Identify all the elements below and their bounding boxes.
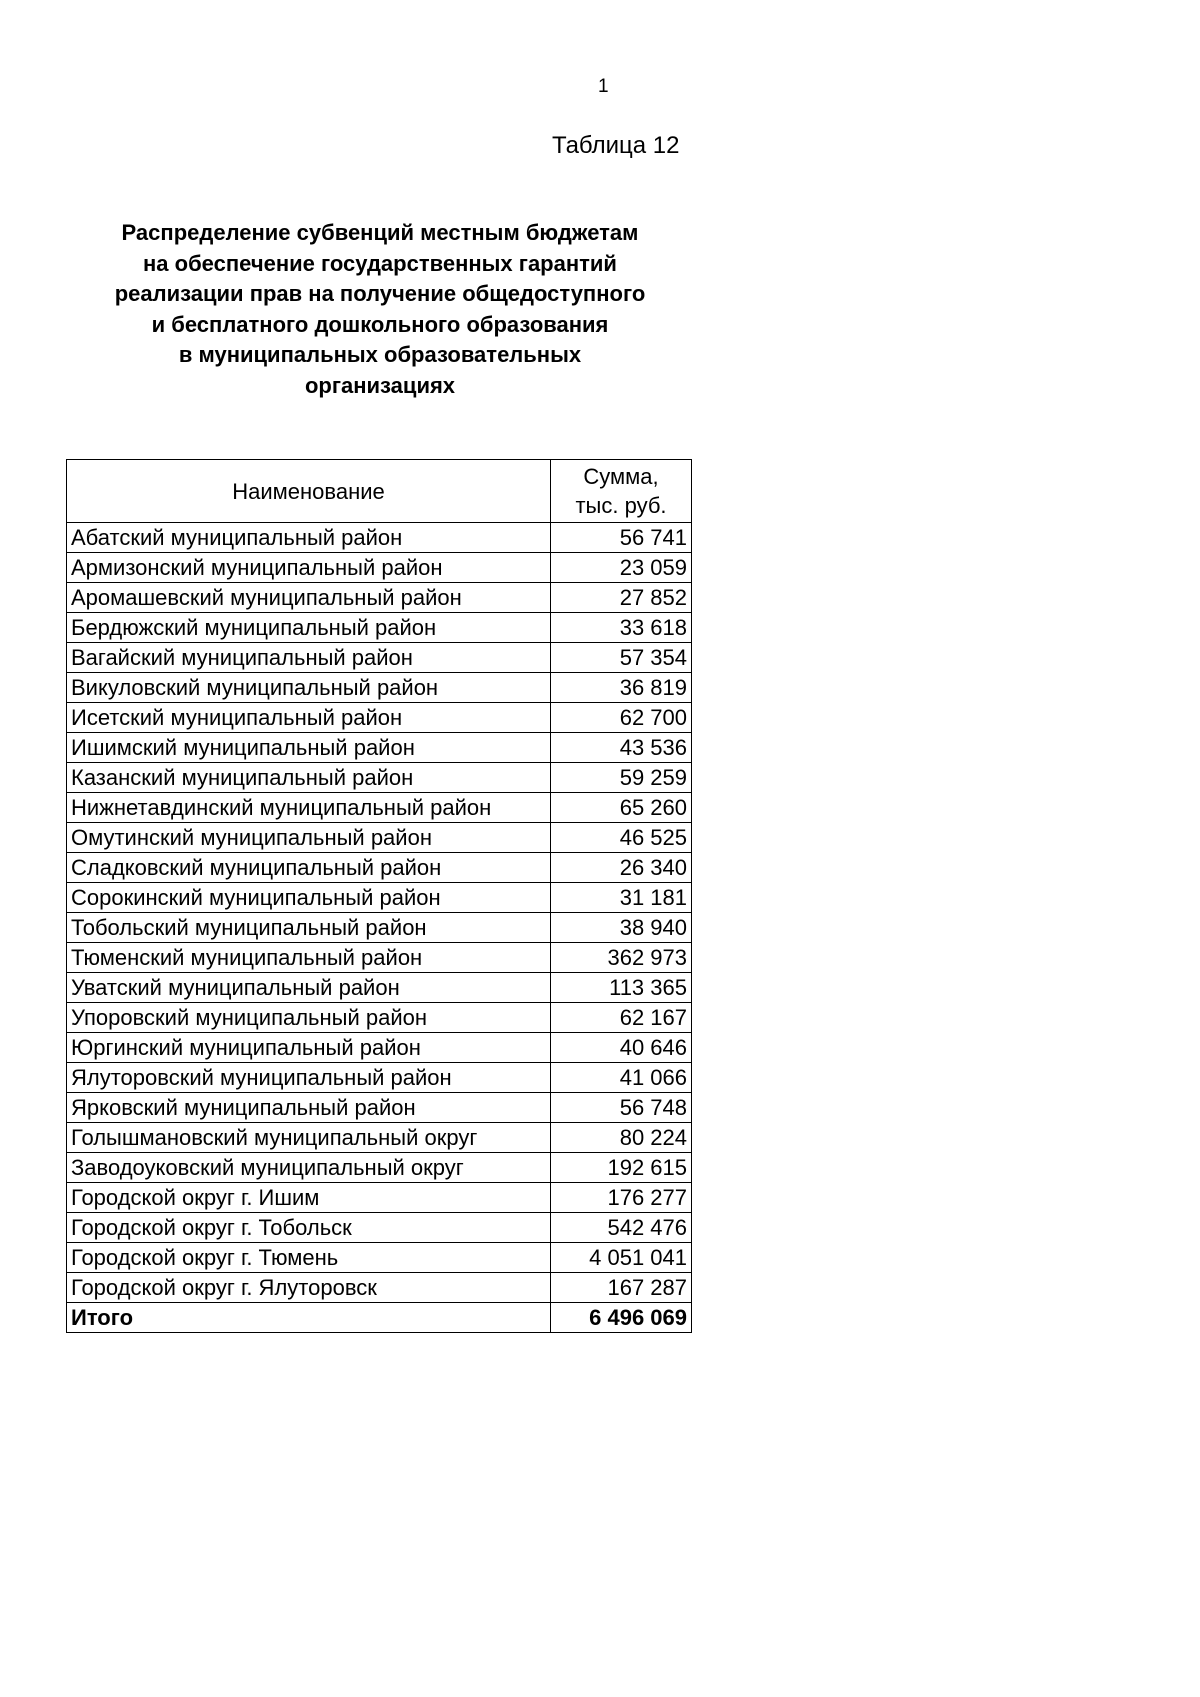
row-sum: 27 852: [551, 583, 692, 613]
table-row: [67, 643, 692, 673]
table-row: [67, 1273, 692, 1303]
table-row: [67, 763, 692, 793]
row-name: Абатский муниципальный район: [67, 523, 551, 553]
row-name: Викуловский муниципальный район: [67, 673, 551, 703]
header-sum-line1: Сумма,: [583, 464, 659, 489]
page-number: 1: [598, 76, 609, 97]
header-name: Наименование: [67, 460, 551, 523]
table-row: [67, 1183, 692, 1213]
row-sum: 192 615: [551, 1153, 692, 1183]
table-row: [67, 583, 692, 613]
title-line: Распределение субвенций местным бюджетам: [121, 220, 639, 245]
table-row: [67, 793, 692, 823]
row-name: Юргинский муниципальный район: [67, 1033, 551, 1063]
row-name: Нижнетавдинский муниципальный район: [67, 793, 551, 823]
table-row: [67, 1093, 692, 1123]
title-line: организациях: [304, 372, 456, 398]
row-name: Ярковский муниципальный район: [67, 1093, 551, 1123]
row-name: Сладковский муниципальный район: [67, 853, 551, 883]
row-name: Городской округ г. Тюмень: [67, 1243, 551, 1273]
row-name: Городской округ г. Тобольск: [67, 1213, 551, 1243]
table-label: Таблица 12: [552, 132, 680, 159]
row-name: Упоровский муниципальный район: [67, 1003, 551, 1033]
row-sum: 56 741: [551, 523, 692, 553]
row-sum: 46 525: [551, 823, 692, 853]
row-sum: 62 700: [551, 703, 692, 733]
row-name: Тюменский муниципальный район: [67, 943, 551, 973]
table-row: [67, 733, 692, 763]
row-sum: 36 819: [551, 673, 692, 703]
subvention-table: [66, 459, 692, 1333]
row-name: Омутинский муниципальный район: [67, 823, 551, 853]
row-name: Заводоуковский муниципальный округ: [67, 1153, 551, 1183]
row-sum: 80 224: [551, 1123, 692, 1153]
table-row: [67, 1033, 692, 1063]
row-sum: 40 646: [551, 1033, 692, 1063]
header-sum-line2: тыс. руб.: [575, 493, 667, 518]
row-sum: 41 066: [551, 1063, 692, 1093]
row-name: Ишимский муниципальный район: [67, 733, 551, 763]
row-sum: 65 260: [551, 793, 692, 823]
document-title: [70, 218, 690, 401]
row-sum: 33 618: [551, 613, 692, 643]
row-sum: 167 287: [551, 1273, 692, 1303]
table-row: [67, 1243, 692, 1273]
row-name: Исетский муниципальный район: [67, 703, 551, 733]
row-name: Вагайский муниципальный район: [67, 643, 551, 673]
row-name: Ялуторовский муниципальный район: [67, 1063, 551, 1093]
row-sum: 62 167: [551, 1003, 692, 1033]
title-line: на обеспечение государственных гарантий: [143, 250, 617, 276]
header-sum: [551, 460, 692, 523]
title-line: реализации прав на получение общедоступного: [114, 281, 646, 306]
table-row: [67, 613, 692, 643]
row-name: Тобольский муниципальный район: [67, 913, 551, 943]
row-name: Бердюжский муниципальный район: [67, 613, 551, 643]
title-line: в муниципальных образовательных: [178, 342, 582, 367]
row-sum: 176 277: [551, 1183, 692, 1213]
row-name: Казанский муниципальный район: [67, 763, 551, 793]
row-name: Аромашевский муниципальный район: [67, 583, 551, 613]
row-sum: 23 059: [551, 553, 692, 583]
row-sum: 113 365: [551, 973, 692, 1003]
table-row: [67, 523, 692, 553]
row-name: Городской округ г. Ишим: [67, 1183, 551, 1213]
table-row: [67, 673, 692, 703]
row-sum: 43 536: [551, 733, 692, 763]
row-sum: 26 340: [551, 853, 692, 883]
row-name: Городской округ г. Ялуторовск: [67, 1273, 551, 1303]
row-sum: 362 973: [551, 943, 692, 973]
table-row: [67, 1123, 692, 1153]
row-sum: 4 051 041: [551, 1243, 692, 1273]
total-sum: 6 496 069: [551, 1303, 692, 1333]
title-line: и бесплатного дошкольного образования: [151, 311, 609, 337]
row-name: Уватский муниципальный район: [67, 973, 551, 1003]
table-row: [67, 943, 692, 973]
row-name: Сорокинский муниципальный район: [67, 883, 551, 913]
table-header-row: [67, 460, 692, 523]
row-name: Армизонский муниципальный район: [67, 553, 551, 583]
table-row: [67, 1153, 692, 1183]
table-row: [67, 853, 692, 883]
table-row: [67, 913, 692, 943]
row-sum: 38 940: [551, 913, 692, 943]
table-body: [67, 523, 692, 1333]
table-row: [67, 973, 692, 1003]
row-sum: 57 354: [551, 643, 692, 673]
row-sum: 56 748: [551, 1093, 692, 1123]
table-row: [67, 1063, 692, 1093]
table-row: [67, 883, 692, 913]
row-sum: 31 181: [551, 883, 692, 913]
table-row: [67, 1003, 692, 1033]
row-name: Голышмановский муниципальный округ: [67, 1123, 551, 1153]
table-row: [67, 823, 692, 853]
table-row: [67, 703, 692, 733]
row-sum: 542 476: [551, 1213, 692, 1243]
table-row: [67, 1213, 692, 1243]
total-label: Итого: [67, 1303, 551, 1333]
table-row: [67, 553, 692, 583]
total-row: [67, 1303, 692, 1333]
row-sum: 59 259: [551, 763, 692, 793]
